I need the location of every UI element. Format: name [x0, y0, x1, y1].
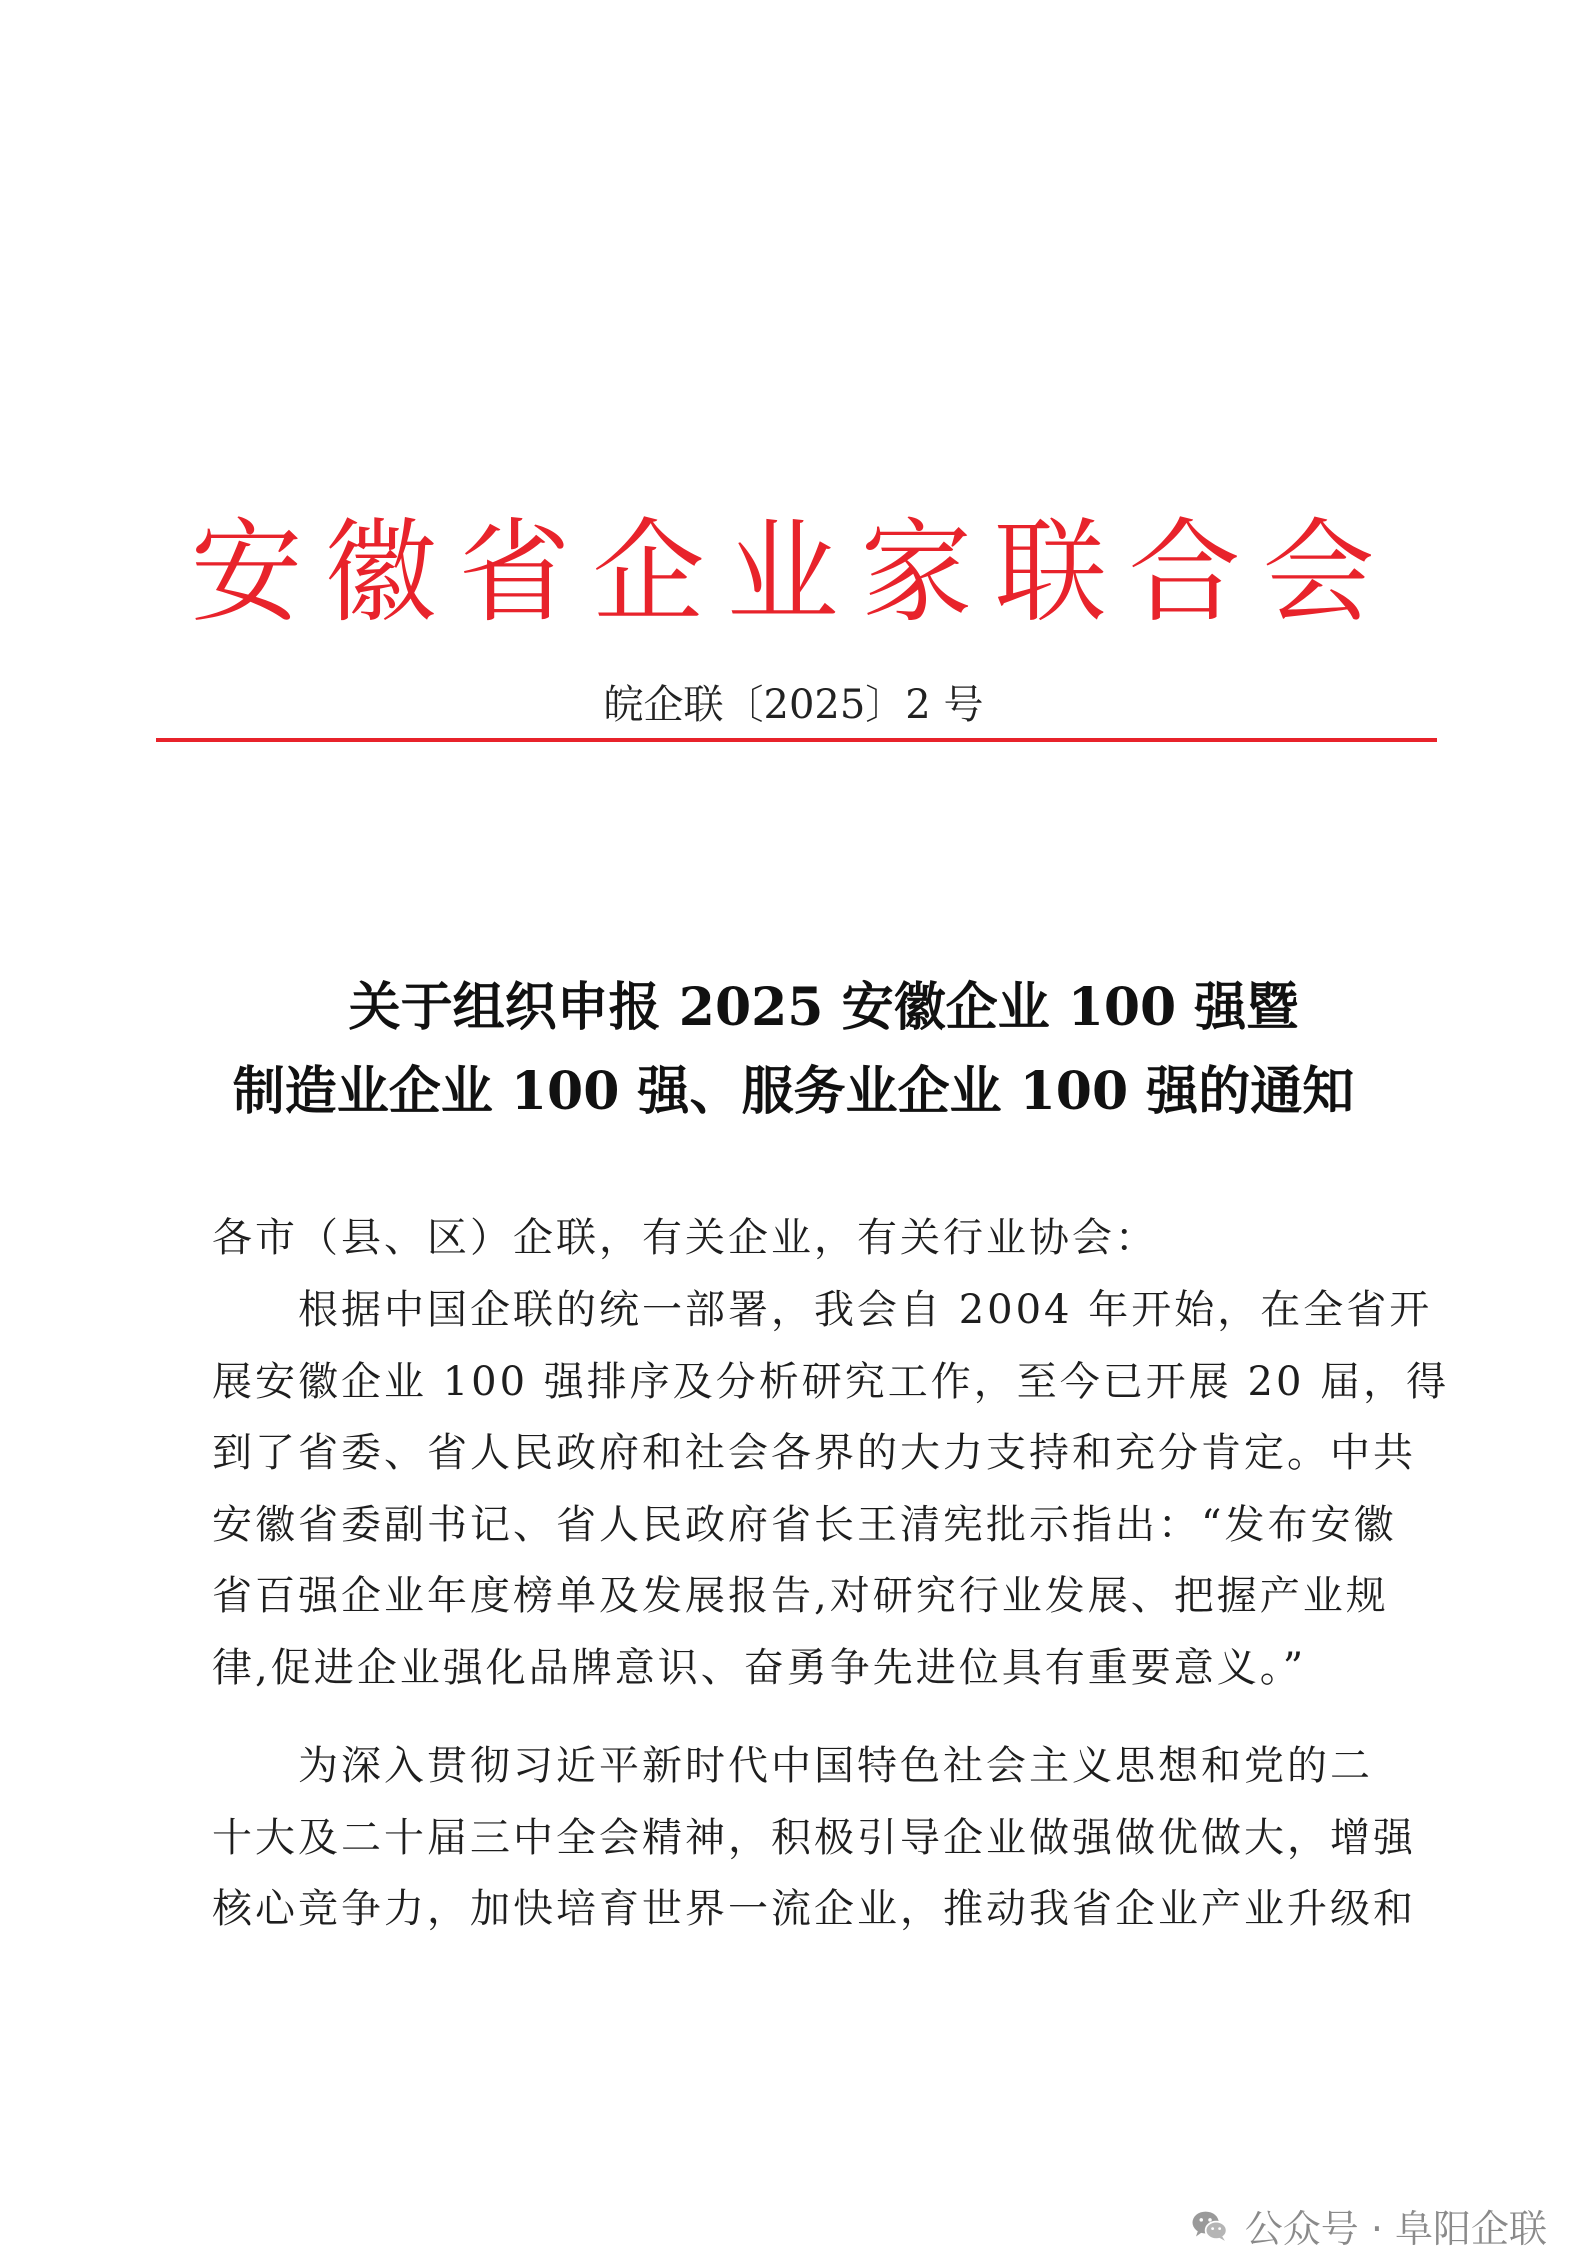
issuer-masthead: 安徽省企业家联合会 [190, 508, 1397, 638]
body-line: 核心竞争力，加快培育世界一流企业，推动我省企业产业升级和 [212, 1886, 1416, 1932]
body-line: 展安徽企业 100 强排序及分析研究工作，至今已开展 20 届，得 [212, 1359, 1450, 1405]
body-line: 根据中国企联的统一部署，我会自 2004 年开始，在全省开 [212, 1287, 1433, 1333]
red-divider-line [156, 738, 1437, 742]
notice-title-line-1: 关于组织申报 2025 安徽企业 100 强暨 [348, 977, 1299, 1038]
notice-title-line-2: 制造业企业 100 强、服务业企业 100 强的通知 [232, 1061, 1355, 1122]
wechat-icon [1189, 2205, 1231, 2247]
body-line: 到了省委、省人民政府和社会各界的大力支持和充分肯定。中共 [212, 1430, 1416, 1476]
body-line: 安徽省委副书记、省人民政府省长王清宪批示指出：“发布安徽 [212, 1502, 1397, 1548]
body-line: 十大及二十届三中全会精神，积极引导企业做强做优做大，增强 [212, 1815, 1416, 1861]
document-number: 皖企联〔2025〕2 号 [603, 682, 984, 728]
body-line: 各市（县、区）企联，有关企业，有关行业协会： [212, 1215, 1158, 1261]
body-line: 省百强企业年度榜单及发展报告,对研究行业发展、把握产业规 [212, 1573, 1389, 1619]
body-line: 为深入贯彻习近平新时代中国特色社会主义思想和党的二 [212, 1743, 1373, 1789]
watermark-text: 公众号 · 阜阳企联 [1244, 2207, 1547, 2251]
body-line: 律,促进企业强化品牌意识、奋勇争先进位具有重要意义。” [212, 1645, 1307, 1691]
